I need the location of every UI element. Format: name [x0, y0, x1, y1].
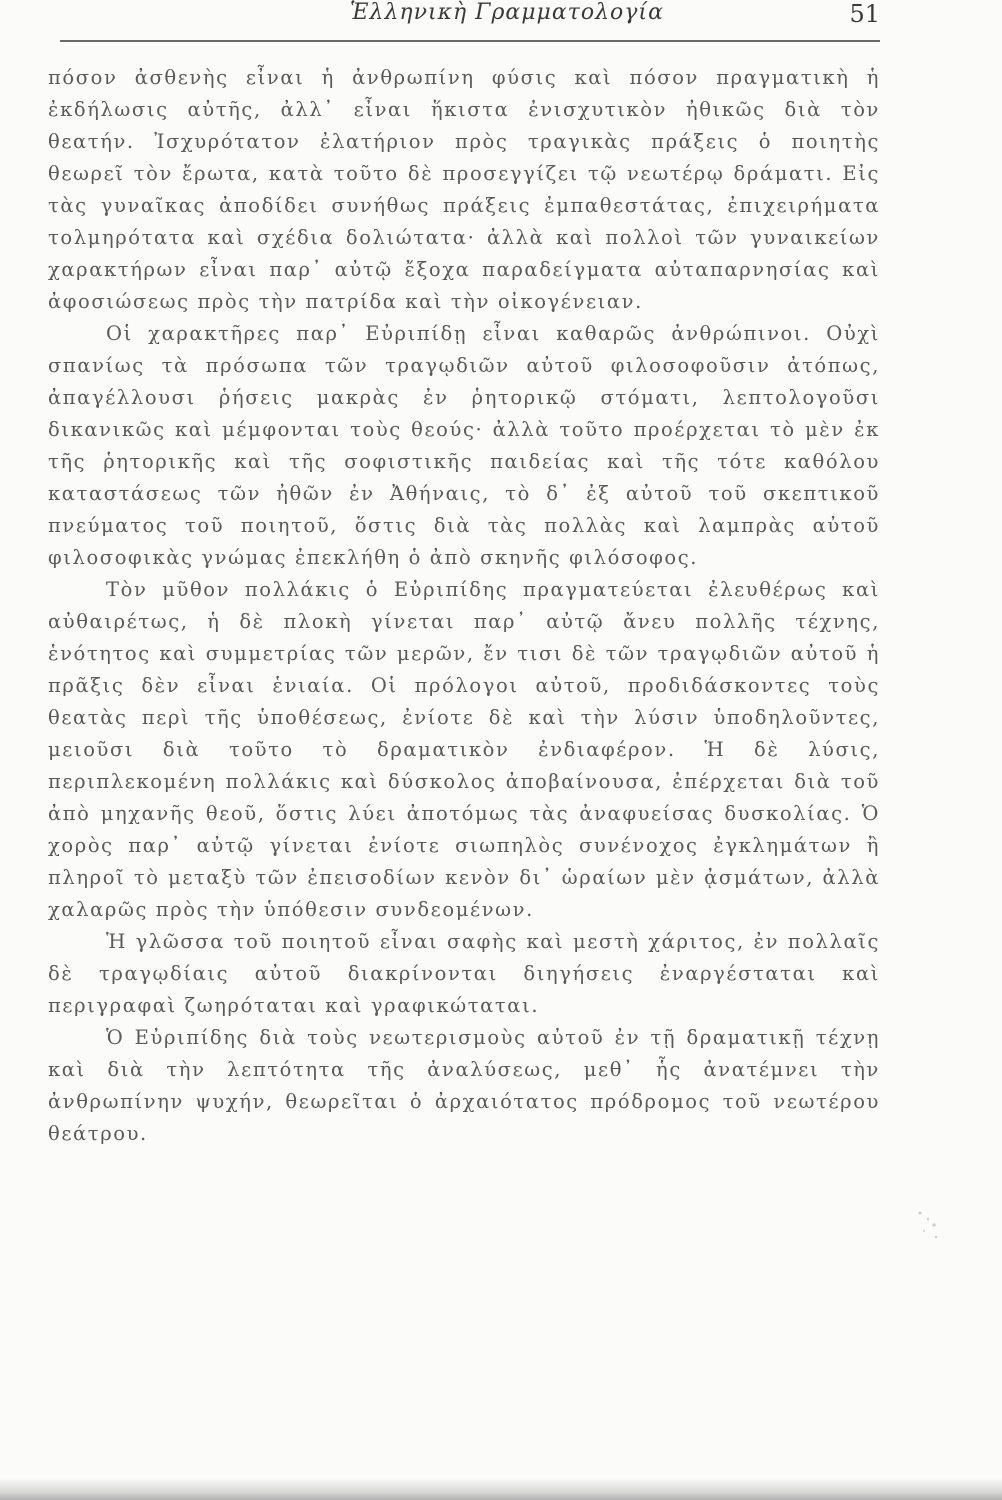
- running-title: Ἑλληνικὴ Γραμματολογία: [350, 0, 664, 25]
- body-text: [48, 62, 880, 1150]
- paragraph-3: Τὸν μῦθον πολλάκις ὁ Εὐριπίδης πραγματεύεται ἐλευθέρως καὶ αὐθαιρέτως, ἡ δὲ πλοκὴ γίνεται παρ᾽ αὐτῷ ἄνευ πολλῆς τέχνης, ἑνότητος καὶ συμμετρίας τῶν μερῶν, ἔν τισι δὲ τῶν τραγῳδιῶν αὐτοῦ ἡ πρᾶξις δὲν εἶναι ἑνιαία. Οἱ πρόλογοι αὐτοῦ, προδιδάσκοντες τοὺς θεατὰς περὶ τῆς ὑποθέσεως, ἐνίοτε δὲ καὶ τὴν λύσιν ὑποδηλοῦντες, μειοῦσι διὰ τοῦτο τὸ δραματικὸν ἐνδιαφέρον. Ἡ δὲ λύσις, περιπλεκομένη πολλάκις καὶ δύσκολος ἀποβαίνουσα, ἐπέρχεται διὰ τοῦ ἀπὸ μηχανῆς θεοῦ, ὅστις λύει ἀποτόμως τὰς ἀναφυείσας δυσκολίας. Ὁ χορὸς παρ᾽ αὐτῷ γίνεται ἐνίοτε σιωπηλὸς συνένοχος ἐγκλημάτων ἢ πληροῖ τὸ μεταξὺ τῶν ἐπεισοδίων κενὸν δι᾽ ὡραίων μὲν ᾀσμάτων, ἀλλὰ χαλαρῶς πρὸς τὴν ὑπόθεσιν συνδεομένων.: [48, 578, 880, 921]
- paragraph-1: πόσον ἀσθενὴς εἶναι ἡ ἀνθρωπίνη φύσις καὶ πόσον πραγματικὴ ἡ ἐκδήλωσις αὐτῆς, ἀλλ᾽ εἶναι ἥκιστα ἐνισχυτικὸν ἠθικῶς διὰ τὸν θεατήν. Ἰσχυρότατον ἐλατήριον πρὸς τραγικὰς πράξεις ὁ ποιητὴς θεωρεῖ τὸν ἔρωτα, κατὰ τοῦτο δὲ προσεγγίζει τῷ νεωτέρῳ δράματι. Εἰς τὰς γυναῖκας ἀποδίδει συνήθως πράξεις ἐμπαθεστάτας, ἐπιχειρήματα τολμηρότατα καὶ σχέδια δολιώτατα· ἀλλὰ καὶ πολλοὶ τῶν γυναικείων χαρακτήρων εἶναι παρ᾽ αὐτῷ ἔξοχα παραδείγματα αὐταπαρνησίας καὶ ἀφοσιώσεως πρὸς τὴν πατρίδα καὶ τὴν οἰκογένειαν.: [48, 66, 880, 313]
- margin-speck-mark: [914, 1205, 942, 1245]
- page-header: [60, 0, 880, 32]
- paragraph-4: Ἡ γλῶσσα τοῦ ποιητοῦ εἶναι σαφὴς καὶ μεστὴ χάριτος, ἐν πολλαῖς δὲ τραγῳδίαις αὐτοῦ διακρίνονται διηγήσεις ἐναργέσταται καὶ περιγραφαὶ ζωηρόταται καὶ γραφικώταται.: [48, 930, 880, 1017]
- header-rule: [60, 40, 880, 42]
- paragraph-2: Οἱ χαρακτῆρες παρ᾽ Εὐριπίδῃ εἶναι καθαρῶς ἀνθρώπινοι. Οὐχὶ σπανίως τὰ πρόσωπα τῶν τραγῳδιῶν αὐτοῦ φιλοσοφοῦσιν ἀτόπως, ἀπαγέλλουσι ῥήσεις μακρὰς ἐν ῥητορικῷ στόματι, λεπτολογοῦσι δικανικῶς καὶ μέμφονται τοὺς θεούς· ἀλλὰ τοῦτο προέρχεται τὸ μὲν ἐκ τῆς ῥητορικῆς καὶ τῆς σοφιστικῆς παιδείας καὶ τῆς τότε καθόλου καταστάσεως τῶν ἠθῶν ἐν Ἀθήναις, τὸ δ᾽ ἐξ αὐτοῦ τοῦ σκεπτικοῦ πνεύματος τοῦ ποιητοῦ, ὅστις διὰ τὰς πολλὰς καὶ λαμπρὰς αὐτοῦ φιλοσοφικὰς γνώμας ἐπεκλήθη ὁ ἀπὸ σκηνῆς φιλόσοφος.: [48, 322, 880, 569]
- paragraph-5: Ὁ Εὐριπίδης διὰ τοὺς νεωτερισμοὺς αὐτοῦ ἐν τῇ δραματικῇ τέχνῃ καὶ διὰ τὴν λεπτότητα τῆς ἀναλύσεως, μεθ᾽ ἧς ἀνατέμνει τὴν ἀνθρωπίνην ψυχήν, θεωρεῖται ὁ ἀρχαιότατος πρόδρομος τοῦ νεωτέρου θεάτρου.: [48, 1026, 880, 1145]
- scan-edge-shadow: [0, 1478, 1002, 1500]
- page-number: 51: [849, 0, 880, 28]
